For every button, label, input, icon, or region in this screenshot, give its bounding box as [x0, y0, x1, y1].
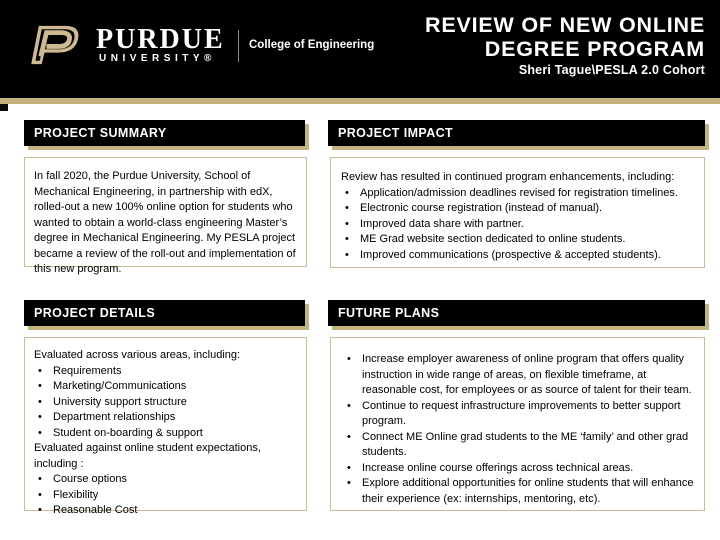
summary-paragraph: In fall 2020, the Purdue University, School of Mechanical Engineering, in partnership with edX, rolled-out a new 100% online option for students who wanted to obtain a world-class engineering Master’s degree in Mechanical Engineering. My PESLA project became a review of the roll-out and implementation of this new program.: [34, 170, 296, 275]
bullet-item: • University support structure: [34, 395, 298, 411]
bullet-item: • Flexibility: [34, 488, 298, 504]
bullet-item: • Application/admission deadlines revised for registration timelines.: [341, 186, 694, 202]
header-divider: [238, 30, 239, 62]
bullet-item: • Requirements: [34, 364, 298, 380]
panel-box-future-plans: [330, 337, 705, 511]
panel-box-project-summary: [24, 157, 307, 275]
purdue-motion-p-icon: [27, 24, 85, 71]
bullet-item: • Connect ME Online grad students to the ME ‘family’ and other grad students.: [343, 430, 694, 461]
panel-title-project-impact: PROJECT IMPACT: [328, 120, 705, 146]
bullet-item: • Department relationships: [34, 410, 298, 426]
details-intro-expectations: Evaluated against online student expectations, including :: [34, 442, 261, 470]
bullet-item: • Explore additional opportunities for online students that will enhance their experience (ex: internships, mentoring, etc).: [343, 476, 694, 507]
details-intro-areas: Evaluated across various areas, including:: [34, 349, 241, 361]
bullet-item: • Reasonable Cost: [34, 503, 298, 519]
purdue-wordmark: PURDUE: [96, 24, 225, 55]
panel-box-project-details: [24, 337, 307, 516]
bullet-item: • Increase employer awareness of online program that offers quality instruction in wide range of areas, on flexible timeframe, at reasonable cost, for employees or as source of talent for their team.: [343, 352, 694, 399]
panel-title-project-details: PROJECT DETAILS: [24, 300, 305, 326]
bullet-item: • Continue to request infrastructure improvements to better support program.: [343, 399, 694, 430]
future-bullet-list: [343, 352, 694, 507]
slide-title: [425, 13, 705, 61]
details-expectations-bullet-list: [34, 472, 298, 519]
bullet-item: • Marketing/Communications: [34, 379, 298, 395]
slide-subtitle: Sheri Tague\PESLA 2.0 Cohort: [518, 63, 705, 77]
bullet-item: • Course options: [34, 472, 298, 488]
college-name: College of Engineering: [249, 39, 375, 51]
bullet-item: • Student on-boarding & support: [34, 426, 298, 442]
header-band: [0, 0, 720, 98]
panel-title-future-plans: FUTURE PLANS: [328, 300, 705, 326]
details-areas-bullet-list: [34, 364, 298, 442]
bullet-item: • Improved data share with partner.: [341, 217, 694, 233]
slide-title-line2: DEGREE PROGRAM: [484, 37, 705, 61]
panel-box-project-impact: [330, 157, 705, 268]
bullet-item: • Electronic course registration (instead of manual).: [341, 201, 694, 217]
slide-title-line1: REVIEW OF NEW ONLINE: [425, 13, 705, 37]
bullet-item: • Improved communications (prospective & accepted students).: [341, 248, 694, 264]
gold-accent-strip: [0, 98, 720, 104]
bullet-item: • ME Grad website section dedicated to online students.: [341, 232, 694, 248]
left-edge-notch: [0, 104, 8, 111]
bullet-item: • Increase online course offerings across technical areas.: [343, 461, 694, 477]
purdue-university-sub: UNIVERSITY®: [99, 53, 216, 64]
impact-intro: Review has resulted in continued program enhancements, including:: [341, 171, 675, 183]
panel-title-project-summary: PROJECT SUMMARY: [24, 120, 305, 146]
impact-bullet-list: [341, 186, 694, 264]
